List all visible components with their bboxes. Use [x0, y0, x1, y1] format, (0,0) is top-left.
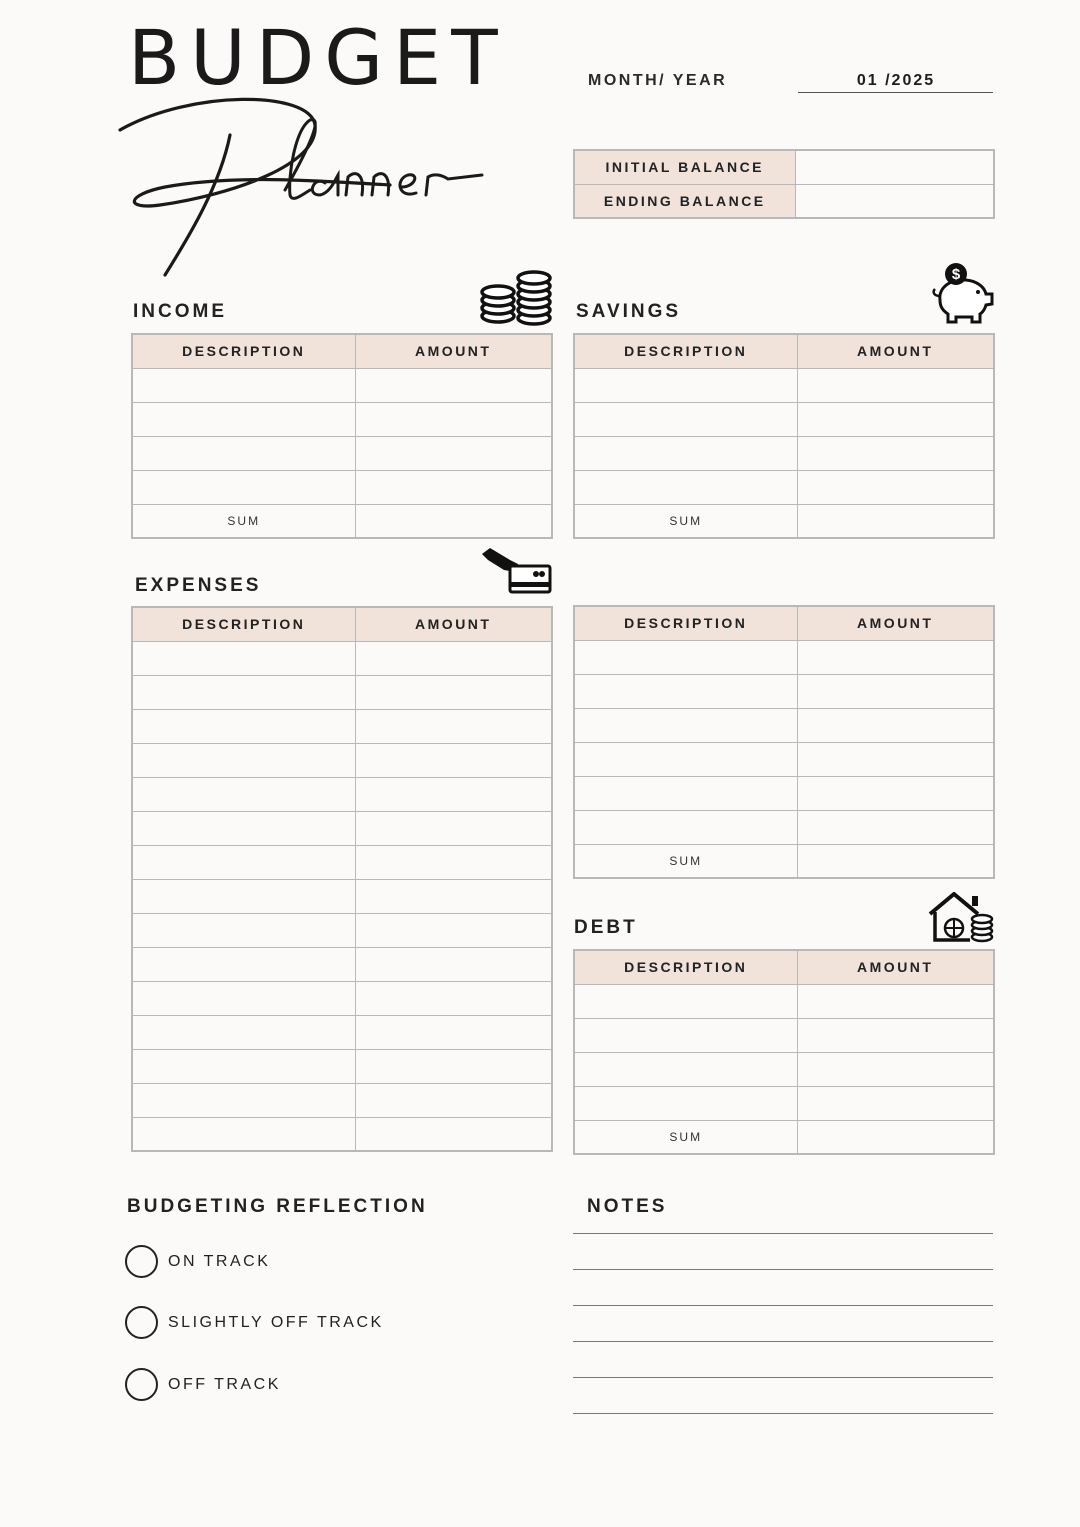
table-row	[574, 674, 994, 708]
coin-stacks-icon	[478, 268, 552, 326]
savings-title: SAVINGS	[576, 301, 682, 322]
amount-cell[interactable]	[355, 1015, 552, 1049]
description-cell[interactable]	[574, 368, 797, 402]
table-row	[574, 1052, 994, 1086]
amount-header: AMOUNT	[355, 334, 552, 368]
expenses-title: EXPENSES	[135, 575, 262, 596]
table-row	[574, 368, 994, 402]
amount-cell[interactable]	[355, 470, 552, 504]
initial-balance-field[interactable]	[795, 150, 994, 184]
sum-amount-cell[interactable]	[797, 844, 994, 878]
table-row	[132, 947, 552, 981]
sum-amount-cell[interactable]	[797, 1120, 994, 1154]
amount-cell[interactable]	[797, 708, 994, 742]
table-row	[132, 641, 552, 675]
table-row	[574, 640, 994, 674]
description-cell[interactable]	[132, 641, 355, 675]
amount-cell[interactable]	[797, 1018, 994, 1052]
description-header: DESCRIPTION	[132, 607, 355, 641]
description-header: DESCRIPTION	[574, 950, 797, 984]
table-row	[132, 675, 552, 709]
description-cell[interactable]	[132, 436, 355, 470]
amount-cell[interactable]	[355, 981, 552, 1015]
amount-cell[interactable]	[355, 436, 552, 470]
slightly-off-track-checkbox[interactable]	[125, 1306, 158, 1339]
description-header: DESCRIPTION	[574, 606, 797, 640]
amount-cell[interactable]	[355, 879, 552, 913]
table-row	[574, 436, 994, 470]
table-row	[574, 1018, 994, 1052]
sum-row	[574, 1120, 994, 1154]
amount-header: AMOUNT	[797, 334, 994, 368]
description-cell[interactable]	[132, 811, 355, 845]
balance-table	[573, 149, 995, 219]
sum-label: SUM	[132, 504, 355, 538]
sum-amount-cell[interactable]	[797, 504, 994, 538]
income-title: INCOME	[133, 301, 227, 322]
amount-cell[interactable]	[355, 709, 552, 743]
description-cell[interactable]	[574, 436, 797, 470]
title-budget: BUDGET	[128, 13, 508, 102]
off-track-checkbox[interactable]	[125, 1368, 158, 1401]
description-cell[interactable]	[132, 777, 355, 811]
description-cell[interactable]	[132, 879, 355, 913]
house-coins-icon	[926, 890, 996, 944]
amount-cell[interactable]	[355, 641, 552, 675]
amount-cell[interactable]	[355, 743, 552, 777]
description-cell[interactable]	[132, 981, 355, 1015]
notes-line[interactable]	[573, 1341, 993, 1342]
amount-cell[interactable]	[797, 776, 994, 810]
description-cell[interactable]	[574, 776, 797, 810]
amount-cell[interactable]	[797, 984, 994, 1018]
extra-table	[573, 605, 995, 879]
table-row	[132, 368, 552, 402]
table-row	[132, 470, 552, 504]
expenses-table	[131, 606, 553, 1152]
table-row	[574, 402, 994, 436]
amount-cell[interactable]	[355, 675, 552, 709]
table-row	[574, 984, 994, 1018]
reflection-title: BUDGETING REFLECTION	[127, 1196, 428, 1217]
description-cell[interactable]	[574, 810, 797, 844]
table-row	[574, 470, 994, 504]
on-track-checkbox[interactable]	[125, 1245, 158, 1278]
description-cell[interactable]	[132, 675, 355, 709]
amount-cell[interactable]	[355, 1117, 552, 1151]
notes-line[interactable]	[573, 1233, 993, 1234]
description-cell[interactable]	[574, 470, 797, 504]
amount-cell[interactable]	[797, 436, 994, 470]
amount-header: AMOUNT	[797, 950, 994, 984]
description-cell[interactable]	[132, 913, 355, 947]
amount-cell[interactable]	[355, 1083, 552, 1117]
description-cell[interactable]	[132, 1117, 355, 1151]
description-cell[interactable]	[132, 1015, 355, 1049]
month-year-label: MONTH/ YEAR	[588, 72, 728, 89]
amount-header: AMOUNT	[797, 606, 994, 640]
svg-text:$: $	[951, 266, 961, 283]
table-row	[132, 1049, 552, 1083]
table-row	[574, 708, 994, 742]
description-cell[interactable]	[574, 984, 797, 1018]
month-year-field[interactable]: 01 /2025	[856, 72, 936, 89]
description-cell[interactable]	[132, 1049, 355, 1083]
table-row	[132, 777, 552, 811]
sum-label: SUM	[574, 1120, 797, 1154]
notes-line[interactable]	[573, 1305, 993, 1306]
table-row	[574, 810, 994, 844]
amount-cell[interactable]	[355, 845, 552, 879]
savings-table	[573, 333, 995, 539]
debt-table	[573, 949, 995, 1155]
amount-cell[interactable]	[797, 674, 994, 708]
description-header: DESCRIPTION	[574, 334, 797, 368]
slightly-off-track-label: SLIGHTLY OFF TRACK	[168, 1314, 384, 1331]
description-cell[interactable]	[574, 674, 797, 708]
off-track-label: OFF TRACK	[168, 1376, 281, 1393]
description-cell[interactable]	[132, 402, 355, 436]
description-cell[interactable]	[574, 1018, 797, 1052]
amount-cell[interactable]	[355, 1049, 552, 1083]
initial-balance-label: INITIAL BALANCE	[574, 150, 795, 184]
table-row	[132, 981, 552, 1015]
table-row	[132, 1117, 552, 1151]
amount-cell[interactable]	[797, 470, 994, 504]
amount-cell[interactable]	[355, 913, 552, 947]
description-cell[interactable]	[574, 640, 797, 674]
description-cell[interactable]	[574, 1052, 797, 1086]
sum-row	[132, 504, 552, 538]
amount-cell[interactable]	[797, 368, 994, 402]
description-cell[interactable]	[132, 947, 355, 981]
ending-balance-label: ENDING BALANCE	[574, 184, 795, 218]
table-row	[132, 811, 552, 845]
table-row	[132, 1083, 552, 1117]
description-header: DESCRIPTION	[132, 334, 355, 368]
amount-cell[interactable]	[355, 811, 552, 845]
month-year-underline	[798, 92, 993, 93]
notes-line[interactable]	[573, 1413, 993, 1414]
amount-cell[interactable]	[797, 640, 994, 674]
amount-cell[interactable]	[355, 947, 552, 981]
amount-header: AMOUNT	[355, 607, 552, 641]
table-row	[132, 436, 552, 470]
description-cell[interactable]	[574, 402, 797, 436]
amount-cell[interactable]	[797, 810, 994, 844]
description-cell[interactable]	[132, 743, 355, 777]
amount-cell[interactable]	[355, 777, 552, 811]
description-cell[interactable]	[574, 708, 797, 742]
description-cell[interactable]	[132, 1083, 355, 1117]
piggy-bank-icon	[928, 262, 996, 326]
description-cell[interactable]	[132, 470, 355, 504]
description-cell[interactable]	[132, 845, 355, 879]
planner-script-title	[110, 95, 500, 285]
sum-amount-cell[interactable]	[355, 504, 552, 538]
notes-line[interactable]	[573, 1377, 993, 1378]
amount-cell[interactable]	[797, 402, 994, 436]
income-table	[131, 333, 553, 539]
debt-title: DEBT	[574, 917, 638, 938]
sum-row	[574, 504, 994, 538]
card-payment-icon	[480, 546, 554, 596]
table-row	[132, 879, 552, 913]
table-row	[574, 742, 994, 776]
sum-label: SUM	[574, 844, 797, 878]
description-cell[interactable]	[132, 368, 355, 402]
amount-cell[interactable]	[355, 368, 552, 402]
description-cell[interactable]	[574, 1086, 797, 1120]
amount-cell[interactable]	[797, 1086, 994, 1120]
table-row	[132, 913, 552, 947]
table-row	[574, 1086, 994, 1120]
ending-balance-field[interactable]	[795, 184, 994, 218]
notes-title: NOTES	[587, 1196, 668, 1217]
notes-line[interactable]	[573, 1269, 993, 1270]
table-row	[132, 709, 552, 743]
sum-row	[574, 844, 994, 878]
amount-cell[interactable]	[797, 1052, 994, 1086]
table-row	[132, 402, 552, 436]
amount-cell[interactable]	[355, 402, 552, 436]
on-track-label: ON TRACK	[168, 1253, 271, 1270]
sum-label: SUM	[574, 504, 797, 538]
table-row	[132, 845, 552, 879]
table-row	[132, 743, 552, 777]
description-cell[interactable]	[132, 709, 355, 743]
amount-cell[interactable]	[797, 742, 994, 776]
table-row	[132, 1015, 552, 1049]
description-cell[interactable]	[574, 742, 797, 776]
table-row	[574, 776, 994, 810]
